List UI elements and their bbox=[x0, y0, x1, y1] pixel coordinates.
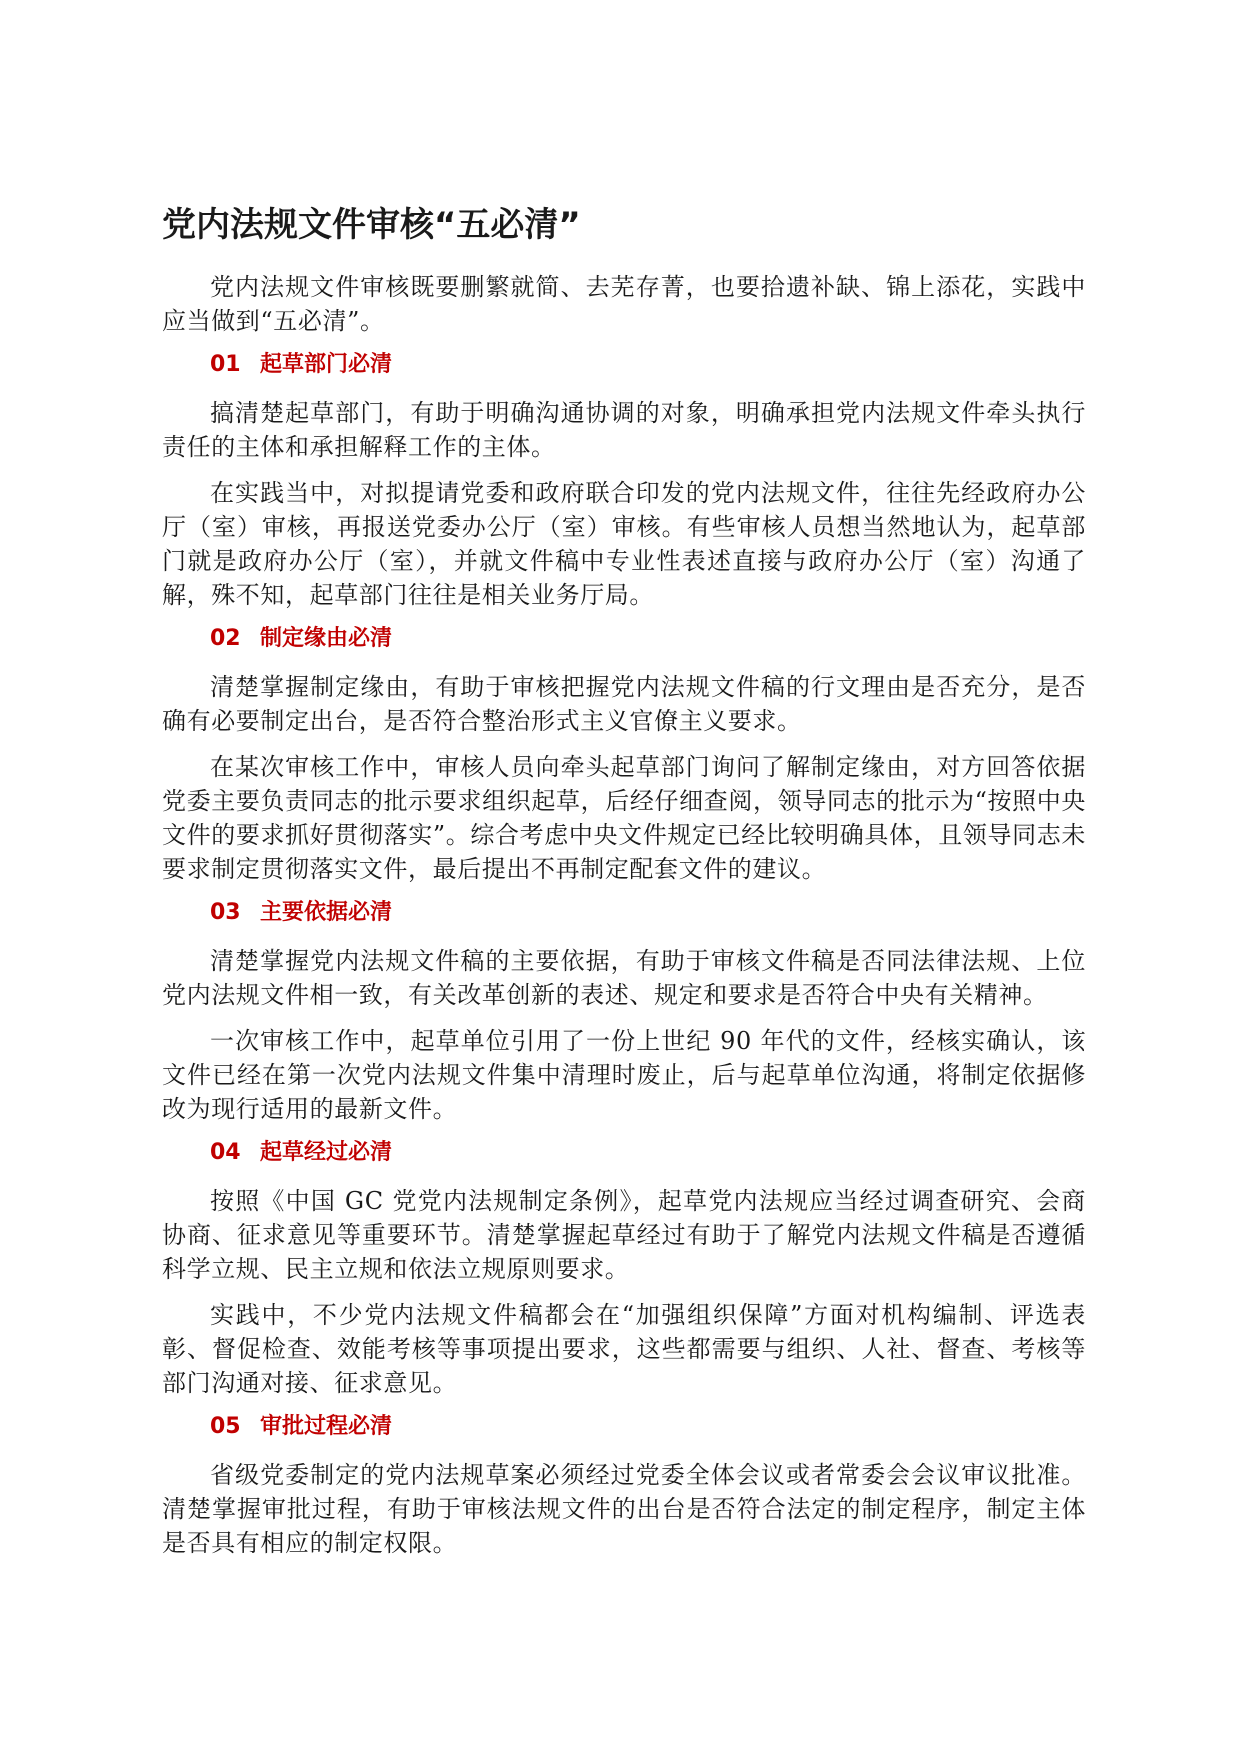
section-3 bbox=[162, 898, 1086, 1126]
section-heading bbox=[162, 350, 1086, 380]
section-heading-text: 审批过程必清 bbox=[260, 1414, 393, 1439]
section-heading bbox=[162, 898, 1086, 928]
section-paragraph: 实践中，不少党内法规文件稿都会在“加强组织保障”方面对机构编制、评选表彰、督促检查、效能考核等事项提出要求，这些都需要与组织、人社、督查、考核等部门沟通对接、征求意见。 bbox=[162, 1301, 1086, 1397]
section-1 bbox=[162, 350, 1086, 612]
section-heading bbox=[162, 624, 1086, 654]
section-paragraph: 清楚掌握制定缘由，有助于审核把握党内法规文件稿的行文理由是否充分，是否确有必要制定出台，是否符合整治形式主义官僚主义要求。 bbox=[162, 673, 1086, 735]
section-heading bbox=[162, 1138, 1086, 1168]
section-heading bbox=[162, 1412, 1086, 1442]
section-number: 02 bbox=[210, 626, 241, 651]
section-number: 05 bbox=[210, 1414, 241, 1439]
section-paragraph: 按照《中国 GC 党党内法规制定条例》，起草党内法规应当经过调查研究、会商协商、征求意见等重要环节。清楚掌握起草经过有助于了解党内法规文件稿是否遵循科学立规、民主立规和依法立规原则要求。 bbox=[162, 1187, 1086, 1283]
intro-paragraph: 党内法规文件审核既要删繁就简、去芜存菁，也要拾遗补缺、锦上添花，实践中应当做到“五必清”。 bbox=[162, 273, 1086, 335]
section-heading-text: 起草经过必清 bbox=[260, 1140, 393, 1165]
section-heading-text: 起草部门必清 bbox=[260, 352, 393, 377]
document-page bbox=[162, 0, 1086, 1754]
section-paragraph: 清楚掌握党内法规文件稿的主要依据，有助于审核文件稿是否同法律法规、上位党内法规文件相一致，有关改革创新的表述、规定和要求是否符合中央有关精神。 bbox=[162, 947, 1086, 1009]
section-paragraph: 省级党委制定的党内法规草案必须经过党委全体会议或者常委会会议审议批准。清楚掌握审批过程，有助于审核法规文件的出台是否符合法定的制定程序，制定主体是否具有相应的制定权限。 bbox=[162, 1461, 1086, 1557]
section-2 bbox=[162, 624, 1086, 886]
section-heading-text: 主要依据必清 bbox=[260, 900, 393, 925]
document-body bbox=[162, 270, 1086, 1572]
section-paragraph: 一次审核工作中，起草单位引用了一份上世纪 90 年代的文件，经核实确认，该文件已经在第一次党内法规文件集中清理时废止，后与起草单位沟通，将制定依据修改为现行适用的最新文件。 bbox=[162, 1027, 1086, 1123]
section-number: 01 bbox=[210, 352, 241, 377]
section-paragraph: 在实践当中，对拟提请党委和政府联合印发的党内法规文件，往往先经政府办公厅（室）审核，再报送党委办公厅（室）审核。有些审核人员想当然地认为，起草部门就是政府办公厅（室），并就文件稿中专业性表述直接与政府办公厅（室）沟通了解，殊不知，起草部门往往是相关业务厅局。 bbox=[162, 479, 1086, 609]
section-4 bbox=[162, 1138, 1086, 1400]
section-paragraph: 在某次审核工作中，审核人员向牵头起草部门询问了解制定缘由，对方回答依据党委主要负责同志的批示要求组织起草，后经仔细查阅，领导同志的批示为“按照中央文件的要求抓好贯彻落实”。综合考虑中央文件规定已经比较明确具体，且领导同志未要求制定贯彻落实文件，最后提出不再制定配套文件的建议。 bbox=[162, 753, 1086, 883]
section-5 bbox=[162, 1412, 1086, 1560]
document-title: 党内法规文件审核“五必清” bbox=[162, 205, 581, 245]
section-paragraph: 搞清楚起草部门，有助于明确沟通协调的对象，明确承担党内法规文件牵头执行责任的主体和承担解释工作的主体。 bbox=[162, 399, 1086, 461]
section-number: 03 bbox=[210, 900, 241, 925]
section-heading-text: 制定缘由必清 bbox=[260, 626, 393, 651]
section-number: 04 bbox=[210, 1140, 241, 1165]
